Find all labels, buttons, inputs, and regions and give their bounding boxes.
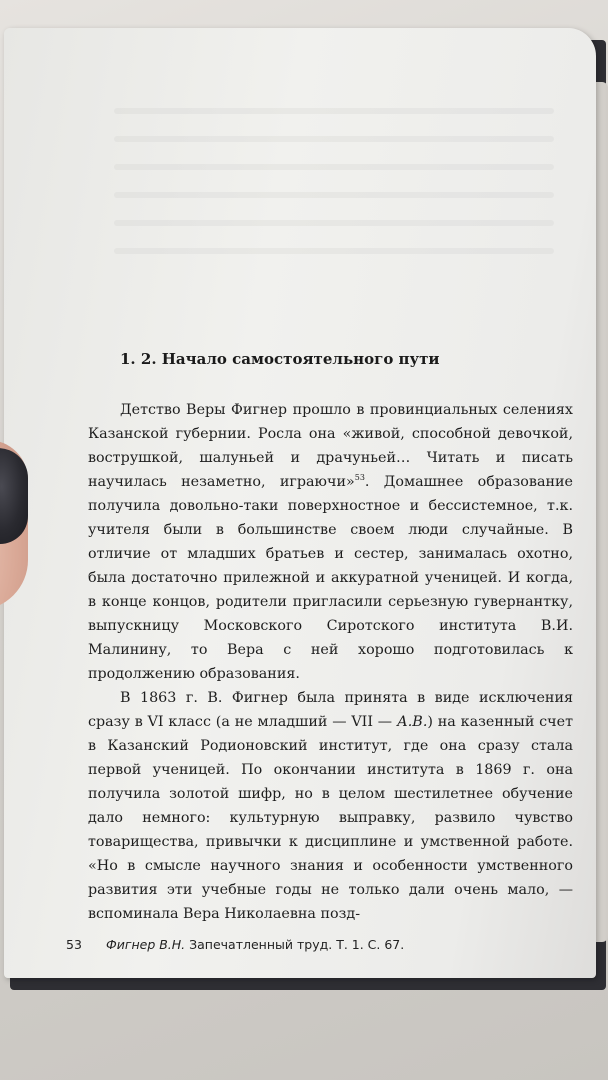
footnote-text: Запечатленный труд. Т. 1. С. 67.	[185, 937, 405, 952]
footnote-reference: 53	[354, 473, 365, 483]
paragraph-text: Детство Веры Фигнер прошло в провинциальных селениях Казанской губернии. Росла она «живой, способной девочкой, вострушкой, шалуньей и драчуньей… Читать и писать научилась незаметно, играючи»	[88, 402, 573, 490]
editor-initials: А.В.	[396, 714, 428, 730]
paragraph-childhood	[88, 398, 573, 686]
book-page	[4, 28, 596, 978]
paragraph-institute	[88, 686, 573, 926]
footnote-author: Фигнер В.Н.	[106, 937, 186, 952]
footnote	[66, 936, 551, 954]
fingernail	[0, 448, 28, 544]
footnote-number: 53	[66, 937, 82, 952]
bleed-through-text	[114, 108, 554, 298]
paragraph-text: . Домашнее образование получила довольно-таки поверхностное и бессистемное, т.к. учителя были в большинстве своем люди случайные. В отличие от младших братьев и сестер, занималась охотно, была достаточно прилежной и аккуратной ученицей. И когда, в конце концов, родители пригласили серьезную гувернантку, выпускницу Московского Сиротского института В.И. Малинину, то Вера с ней хорошо подготовилась к продолжению образования.	[88, 474, 573, 682]
section-heading: 1. 2. Начало самостоятельного пути	[120, 350, 440, 368]
paragraph-text: ) на казенный счет в Казанский Родионовский институт, где она сразу стала первой ученицей. По окончании института в 1869 г. она получила золотой шифр, но в целом шестилетнее обучение дало немного: культурную выправку, развило чувство товарищества, привычки к дисциплине и умственной работе. «Но в смысле научного знания и особенности умственного развития эти учебные годы не только дали очень мало, — вспоминала Вера Николаевна позд-	[88, 714, 573, 922]
paragraph-text: В 1863 г. В. Фигнер была принята в виде исключения сразу в VI класс (а не младший — VII —	[88, 690, 573, 730]
page-content	[66, 348, 573, 954]
